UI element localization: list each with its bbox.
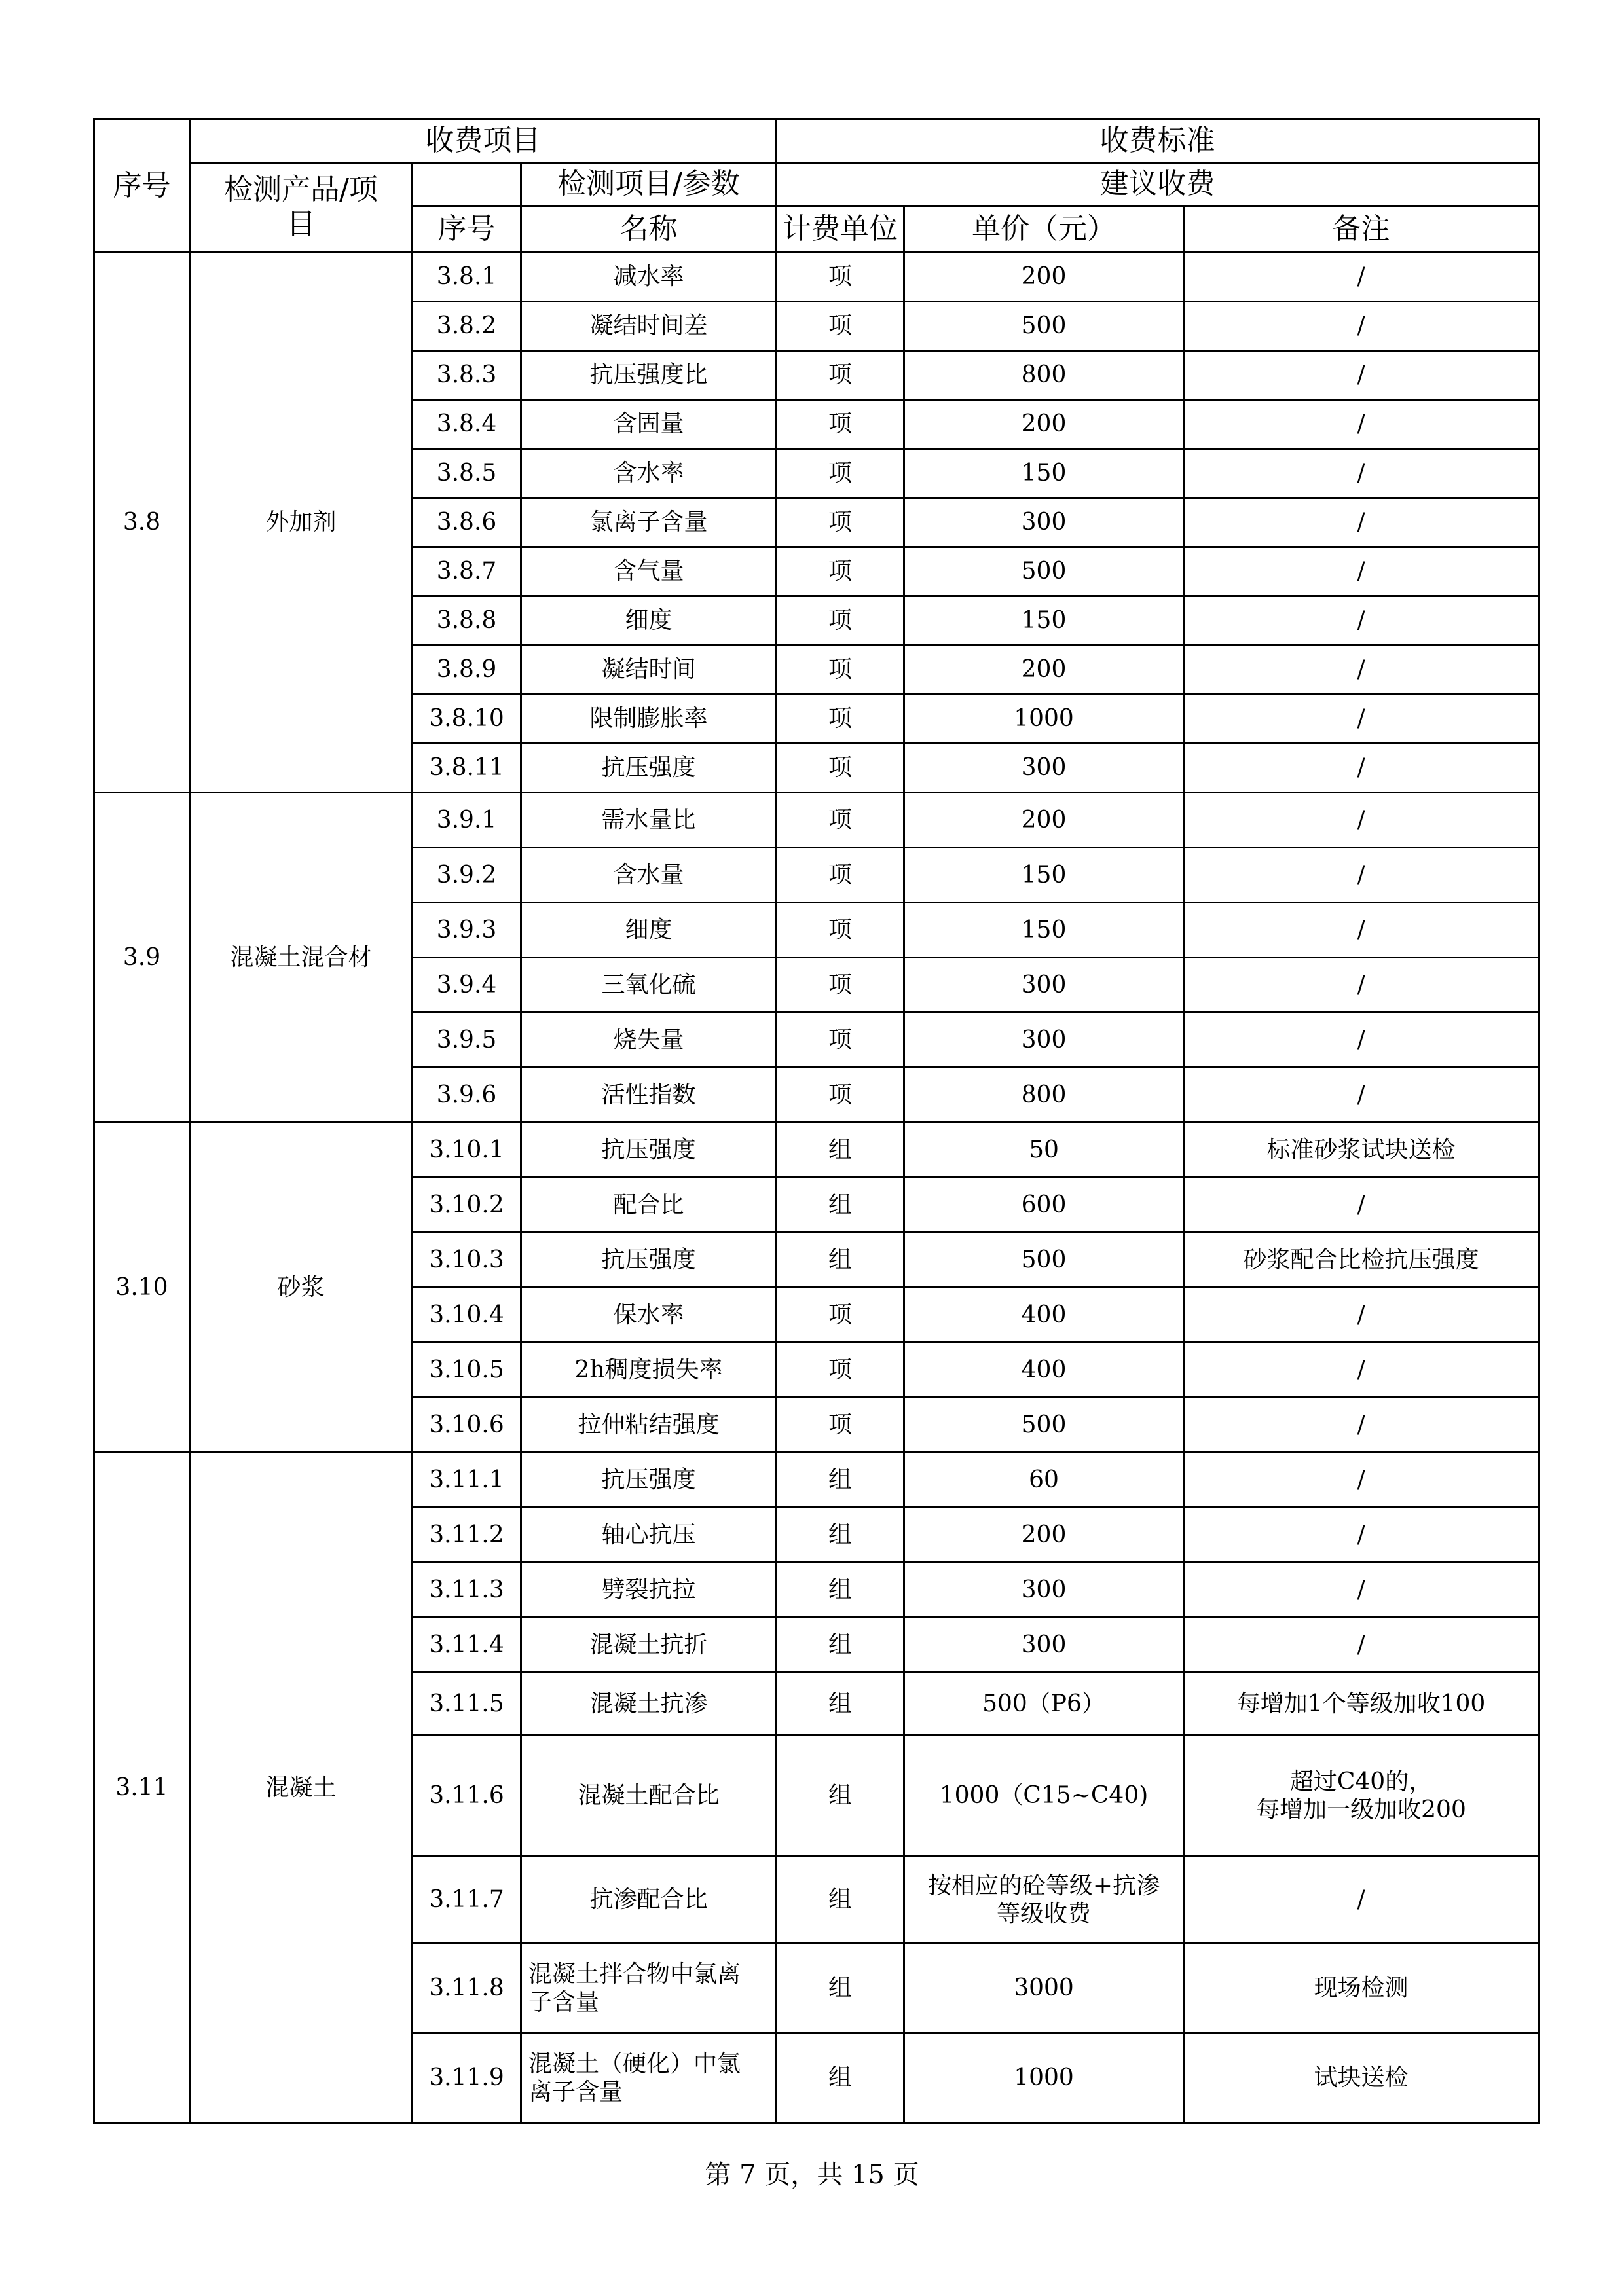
item-unit: 组 xyxy=(777,1508,904,1563)
item-remark: / xyxy=(1184,351,1539,400)
item-unit: 项 xyxy=(777,793,904,848)
item-no: 3.9.3 xyxy=(413,903,521,958)
item-remark: 标准砂浆试块送检 xyxy=(1184,1123,1539,1178)
item-name xyxy=(521,1944,777,2033)
item-unit: 组 xyxy=(777,1736,904,1857)
item-price: 500 xyxy=(904,1233,1184,1288)
item-unit: 组 xyxy=(777,1673,904,1736)
item-remark: / xyxy=(1184,449,1539,498)
item-price: 300 xyxy=(904,958,1184,1013)
item-price: 300 xyxy=(904,1618,1184,1673)
item-name: 抗压强度 xyxy=(521,744,777,793)
item-price: 500 xyxy=(904,1398,1184,1453)
item-price: 400 xyxy=(904,1288,1184,1343)
item-remark: / xyxy=(1184,1453,1539,1508)
item-price: 800 xyxy=(904,1068,1184,1123)
item-remark: / xyxy=(1184,1178,1539,1233)
item-name: 含水率 xyxy=(521,449,777,498)
item-unit: 项 xyxy=(777,695,904,744)
item-price: 1000 xyxy=(904,695,1184,744)
item-no: 3.8.5 xyxy=(413,449,521,498)
item-no: 3.9.6 xyxy=(413,1068,521,1123)
item-unit: 项 xyxy=(777,449,904,498)
item-remark: / xyxy=(1184,596,1539,646)
item-no: 3.8.4 xyxy=(413,400,521,449)
header-blank xyxy=(413,163,521,206)
item-name: 限制膨胀率 xyxy=(521,695,777,744)
item-remark: / xyxy=(1184,253,1539,302)
item-remark-line-1: 超过C40的， xyxy=(1289,1768,1433,1795)
item-no: 3.11.1 xyxy=(413,1453,521,1508)
item-no: 3.8.3 xyxy=(413,351,521,400)
item-remark: / xyxy=(1184,1398,1539,1453)
item-name: 抗压强度比 xyxy=(521,351,777,400)
item-name: 细度 xyxy=(521,903,777,958)
item-unit: 项 xyxy=(777,903,904,958)
item-remark: / xyxy=(1184,1618,1539,1673)
item-unit: 项 xyxy=(777,1398,904,1453)
item-price: 300 xyxy=(904,744,1184,793)
item-name xyxy=(521,2033,777,2123)
fee-standard-table xyxy=(93,118,1540,2124)
item-unit: 项 xyxy=(777,547,904,596)
item-price: 300 xyxy=(904,1563,1184,1618)
item-name: 混凝土配合比 xyxy=(521,1736,777,1857)
item-remark: / xyxy=(1184,1288,1539,1343)
item-remark: / xyxy=(1184,695,1539,744)
item-no: 3.8.7 xyxy=(413,547,521,596)
item-no: 3.8.2 xyxy=(413,302,521,351)
item-unit: 项 xyxy=(777,1068,904,1123)
item-remark: / xyxy=(1184,903,1539,958)
item-price: 150 xyxy=(904,848,1184,903)
group-product: 混凝土 xyxy=(190,1453,413,2123)
item-no: 3.8.1 xyxy=(413,253,521,302)
item-name: 细度 xyxy=(521,596,777,646)
item-unit: 组 xyxy=(777,1123,904,1178)
item-remark: 现场检测 xyxy=(1184,1944,1539,2033)
item-price: 200 xyxy=(904,793,1184,848)
item-name: 拉伸粘结强度 xyxy=(521,1398,777,1453)
item-no: 3.10.1 xyxy=(413,1123,521,1178)
item-name: 三氧化硫 xyxy=(521,958,777,1013)
item-name: 抗压强度 xyxy=(521,1233,777,1288)
header-name: 名称 xyxy=(521,206,777,253)
item-price: 150 xyxy=(904,596,1184,646)
header-unit: 计费单位 xyxy=(777,206,904,253)
item-unit: 组 xyxy=(777,1178,904,1233)
header-fee-items: 收费项目 xyxy=(190,120,777,163)
item-name: 混凝土抗折 xyxy=(521,1618,777,1673)
item-no: 3.11.7 xyxy=(413,1857,521,1944)
item-price: 200 xyxy=(904,646,1184,695)
item-price: 60 xyxy=(904,1453,1184,1508)
header-test-param: 检测项目/参数 xyxy=(521,163,777,206)
item-price: 150 xyxy=(904,903,1184,958)
item-name: 烧失量 xyxy=(521,1013,777,1068)
item-price: 300 xyxy=(904,498,1184,547)
item-unit: 项 xyxy=(777,1343,904,1398)
item-unit: 组 xyxy=(777,1233,904,1288)
item-no: 3.11.5 xyxy=(413,1673,521,1736)
table-row xyxy=(94,793,1539,848)
item-name: 含固量 xyxy=(521,400,777,449)
item-name-line-2: 离子含量 xyxy=(528,2079,623,2105)
item-remark: / xyxy=(1184,498,1539,547)
item-price: 800 xyxy=(904,351,1184,400)
item-price: 500 xyxy=(904,302,1184,351)
item-no: 3.9.4 xyxy=(413,958,521,1013)
item-price: 150 xyxy=(904,449,1184,498)
group-id: 3.9 xyxy=(94,793,190,1123)
item-remark-line-2: 每增加一级加收200 xyxy=(1256,1796,1466,1823)
item-remark: / xyxy=(1184,848,1539,903)
item-unit: 项 xyxy=(777,400,904,449)
header-product xyxy=(190,163,413,253)
item-name: 2h稠度损失率 xyxy=(521,1343,777,1398)
item-name: 抗压强度 xyxy=(521,1453,777,1508)
item-unit: 项 xyxy=(777,253,904,302)
item-price: 1000（C15~C40) xyxy=(904,1736,1184,1857)
item-name: 劈裂抗拉 xyxy=(521,1563,777,1618)
group-product: 外加剂 xyxy=(190,253,413,793)
header-sub-seq: 序号 xyxy=(413,206,521,253)
item-remark: 每增加1个等级加收100 xyxy=(1184,1673,1539,1736)
item-price: 500 xyxy=(904,547,1184,596)
item-no: 3.8.8 xyxy=(413,596,521,646)
item-name: 活性指数 xyxy=(521,1068,777,1123)
item-name-line-1: 混凝土拌合物中氯离 xyxy=(528,1960,741,1988)
item-remark: 试块送检 xyxy=(1184,2033,1539,2123)
item-no: 3.9.5 xyxy=(413,1013,521,1068)
group-product: 混凝土混合材 xyxy=(190,793,413,1123)
item-no: 3.10.5 xyxy=(413,1343,521,1398)
item-name: 凝结时间差 xyxy=(521,302,777,351)
item-remark: / xyxy=(1184,1013,1539,1068)
table-row xyxy=(94,1453,1539,1508)
item-no: 3.9.2 xyxy=(413,848,521,903)
item-name: 凝结时间 xyxy=(521,646,777,695)
item-remark: / xyxy=(1184,302,1539,351)
item-price: 200 xyxy=(904,253,1184,302)
item-name: 轴心抗压 xyxy=(521,1508,777,1563)
item-price: 200 xyxy=(904,400,1184,449)
item-unit: 组 xyxy=(777,1563,904,1618)
item-name: 配合比 xyxy=(521,1178,777,1233)
item-price-line-2: 等级收费 xyxy=(997,1901,1092,1927)
item-unit: 项 xyxy=(777,848,904,903)
item-price: 500（P6） xyxy=(904,1673,1184,1736)
item-unit: 组 xyxy=(777,2033,904,2123)
item-name-line-1: 混凝土（硬化）中氯 xyxy=(528,2050,741,2077)
item-no: 3.9.1 xyxy=(413,793,521,848)
header-row-1 xyxy=(94,120,1539,163)
item-unit: 项 xyxy=(777,646,904,695)
item-price-line-1: 按相应的砼等级+抗渗 xyxy=(927,1872,1160,1899)
item-remark: / xyxy=(1184,547,1539,596)
item-unit: 项 xyxy=(777,498,904,547)
group-id: 3.10 xyxy=(94,1123,190,1453)
table-row xyxy=(94,253,1539,302)
item-price: 1000 xyxy=(904,2033,1184,2123)
item-name: 抗渗配合比 xyxy=(521,1857,777,1944)
item-no: 3.11.2 xyxy=(413,1508,521,1563)
header-seq: 序号 xyxy=(94,120,190,253)
item-unit: 组 xyxy=(777,1944,904,2033)
item-unit: 项 xyxy=(777,351,904,400)
item-remark: / xyxy=(1184,1563,1539,1618)
table-row xyxy=(94,1123,1539,1178)
item-no: 3.10.6 xyxy=(413,1398,521,1453)
header-remark: 备注 xyxy=(1184,206,1539,253)
item-remark: / xyxy=(1184,1343,1539,1398)
item-no: 3.10.2 xyxy=(413,1178,521,1233)
item-price: 200 xyxy=(904,1508,1184,1563)
item-no: 3.10.3 xyxy=(413,1233,521,1288)
item-no: 3.8.9 xyxy=(413,646,521,695)
header-price: 单价（元） xyxy=(904,206,1184,253)
item-name: 减水率 xyxy=(521,253,777,302)
item-unit: 项 xyxy=(777,596,904,646)
item-remark: / xyxy=(1184,1508,1539,1563)
header-fee-standard: 收费标准 xyxy=(777,120,1539,163)
item-remark: / xyxy=(1184,1857,1539,1944)
item-name: 含水量 xyxy=(521,848,777,903)
group-product: 砂浆 xyxy=(190,1123,413,1453)
item-remark: / xyxy=(1184,646,1539,695)
item-price: 600 xyxy=(904,1178,1184,1233)
item-no: 3.11.6 xyxy=(413,1736,521,1857)
item-name: 氯离子含量 xyxy=(521,498,777,547)
item-no: 3.8.10 xyxy=(413,695,521,744)
item-remark: / xyxy=(1184,958,1539,1013)
item-name: 保水率 xyxy=(521,1288,777,1343)
item-name: 抗压强度 xyxy=(521,1123,777,1178)
item-remark: 砂浆配合比检抗压强度 xyxy=(1184,1233,1539,1288)
item-no: 3.11.3 xyxy=(413,1563,521,1618)
item-remark: / xyxy=(1184,744,1539,793)
item-price: 3000 xyxy=(904,1944,1184,2033)
item-unit: 项 xyxy=(777,1288,904,1343)
item-name: 含气量 xyxy=(521,547,777,596)
group-id: 3.8 xyxy=(94,253,190,793)
item-price: 50 xyxy=(904,1123,1184,1178)
item-unit: 项 xyxy=(777,1013,904,1068)
item-unit: 项 xyxy=(777,958,904,1013)
item-remark: / xyxy=(1184,1068,1539,1123)
item-name: 混凝土抗渗 xyxy=(521,1673,777,1736)
item-no: 3.11.9 xyxy=(413,2033,521,2123)
item-price xyxy=(904,1857,1184,1944)
header-suggested-fee: 建议收费 xyxy=(777,163,1539,206)
item-price: 400 xyxy=(904,1343,1184,1398)
header-product-line-2: 目 xyxy=(286,208,316,241)
item-unit: 组 xyxy=(777,1453,904,1508)
item-no: 3.8.11 xyxy=(413,744,521,793)
item-price: 300 xyxy=(904,1013,1184,1068)
item-no: 3.8.6 xyxy=(413,498,521,547)
page-footer: 第 7 页，共 15 页 xyxy=(705,2160,919,2190)
item-unit: 组 xyxy=(777,1618,904,1673)
header-row-2 xyxy=(94,163,1539,206)
item-no: 3.11.8 xyxy=(413,1944,521,2033)
item-remark: / xyxy=(1184,793,1539,848)
item-unit: 项 xyxy=(777,744,904,793)
item-remark xyxy=(1184,1736,1539,1857)
item-remark: / xyxy=(1184,400,1539,449)
item-name: 需水量比 xyxy=(521,793,777,848)
item-unit: 组 xyxy=(777,1857,904,1944)
item-no: 3.11.4 xyxy=(413,1618,521,1673)
header-product-line-1: 检测产品/项 xyxy=(224,173,378,207)
item-unit: 项 xyxy=(777,302,904,351)
item-no: 3.10.4 xyxy=(413,1288,521,1343)
group-id: 3.11 xyxy=(94,1453,190,2123)
item-name-line-2: 子含量 xyxy=(528,1989,600,2016)
